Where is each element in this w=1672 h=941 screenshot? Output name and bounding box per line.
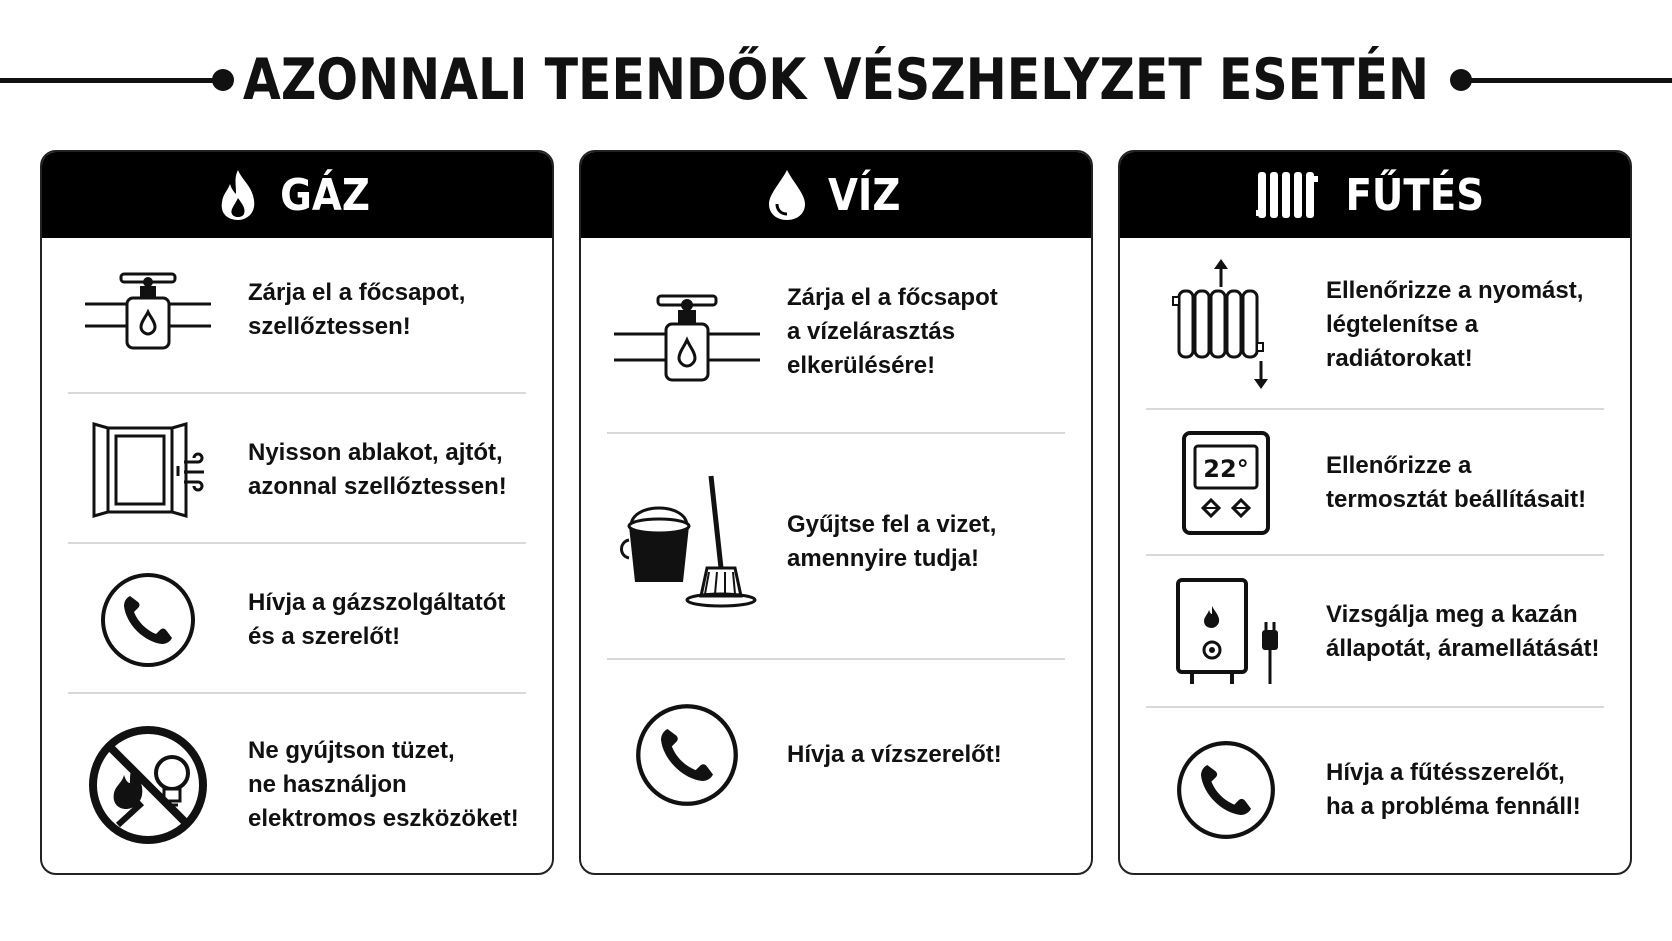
phone-icon — [1146, 740, 1306, 840]
title-rule-right — [1458, 78, 1672, 83]
water-valve-icon — [607, 282, 767, 382]
title-rule-left — [0, 78, 222, 83]
gas-item-valve-text: Zárja el a főcsapot, szellőztessen! — [248, 279, 466, 340]
panel-gas-header — [42, 152, 552, 238]
water-item-valve-text: Zárja el a főcsapot a vízelárasztás elkerülésére! — [787, 284, 998, 379]
divider — [68, 692, 526, 694]
panel-heating — [1118, 150, 1632, 875]
divider — [68, 542, 526, 544]
thermostat-icon — [1146, 430, 1306, 536]
thermostat-display: 22° — [1203, 455, 1249, 483]
divider — [1146, 408, 1604, 410]
panel-heating-header — [1120, 152, 1630, 238]
gas-item-no-fire-text: Ne gyújtson tüzet, ne használjon elektromos eszközöket! — [248, 737, 519, 832]
panel-gas — [40, 150, 554, 875]
water-item-valve — [607, 250, 1065, 414]
radiator-pressure-icon — [1146, 257, 1306, 393]
gas-item-valve — [68, 250, 526, 370]
title-rule-dot-left — [212, 69, 234, 91]
heating-item-thermostat-text: Ellenőrizze a termosztát beállításait! — [1326, 452, 1587, 513]
panel-gas-title: GÁZ — [280, 169, 370, 221]
panel-water — [579, 150, 1093, 875]
radiator-icon — [1256, 168, 1320, 222]
divider — [1146, 706, 1604, 708]
title-row — [0, 40, 1672, 120]
heating-item-pressure-text: Ellenőrizze a nyomást, légtelenítse a radiátorokat! — [1326, 277, 1584, 372]
panel-water-header — [581, 152, 1091, 238]
boiler-icon — [1146, 576, 1306, 688]
gas-valve-icon — [68, 270, 228, 350]
divider — [607, 432, 1065, 434]
water-drop-icon — [767, 168, 807, 222]
water-item-call — [607, 670, 1065, 840]
gas-item-call-text: Hívja a gázszolgáltatót és a szerelőt! — [248, 589, 506, 650]
divider — [1146, 554, 1604, 556]
water-item-mop-text: Gyűjtse fel a vizet, amennyire tudja! — [787, 511, 997, 572]
gas-item-no-fire — [68, 704, 526, 866]
water-item-mop — [607, 444, 1065, 640]
flame-icon — [218, 168, 258, 222]
no-fire-no-electric-icon — [68, 725, 228, 845]
heating-item-call — [1146, 718, 1604, 862]
gas-item-window-text: Nyisson ablakot, ajtót, azonnal szellőztessen! — [248, 439, 507, 500]
heating-item-call-text: Hívja a fűtésszerelőt, ha a probléma fennáll! — [1326, 759, 1581, 820]
phone-icon — [607, 703, 767, 807]
page-title: AZONNALI TEENDŐK VÉSZHELYZET ESETÉN — [242, 47, 1430, 113]
heating-item-thermostat — [1146, 420, 1604, 546]
divider — [607, 658, 1065, 660]
phone-icon — [68, 572, 228, 668]
heating-item-boiler-text: Vizsgálja meg a kazán állapotát, áramellátását! — [1326, 601, 1600, 662]
gas-item-window — [68, 404, 526, 536]
panel-heating-title: FŰTÉS — [1345, 169, 1485, 221]
bucket-mop-icon — [607, 472, 767, 612]
gas-item-call — [68, 554, 526, 686]
heating-item-boiler — [1146, 566, 1604, 698]
heating-item-pressure — [1146, 250, 1604, 400]
divider — [68, 392, 526, 394]
panel-water-title: VÍZ — [827, 169, 901, 221]
water-item-call-text: Hívja a vízszerelőt! — [787, 741, 1002, 768]
open-window-icon — [68, 422, 228, 518]
